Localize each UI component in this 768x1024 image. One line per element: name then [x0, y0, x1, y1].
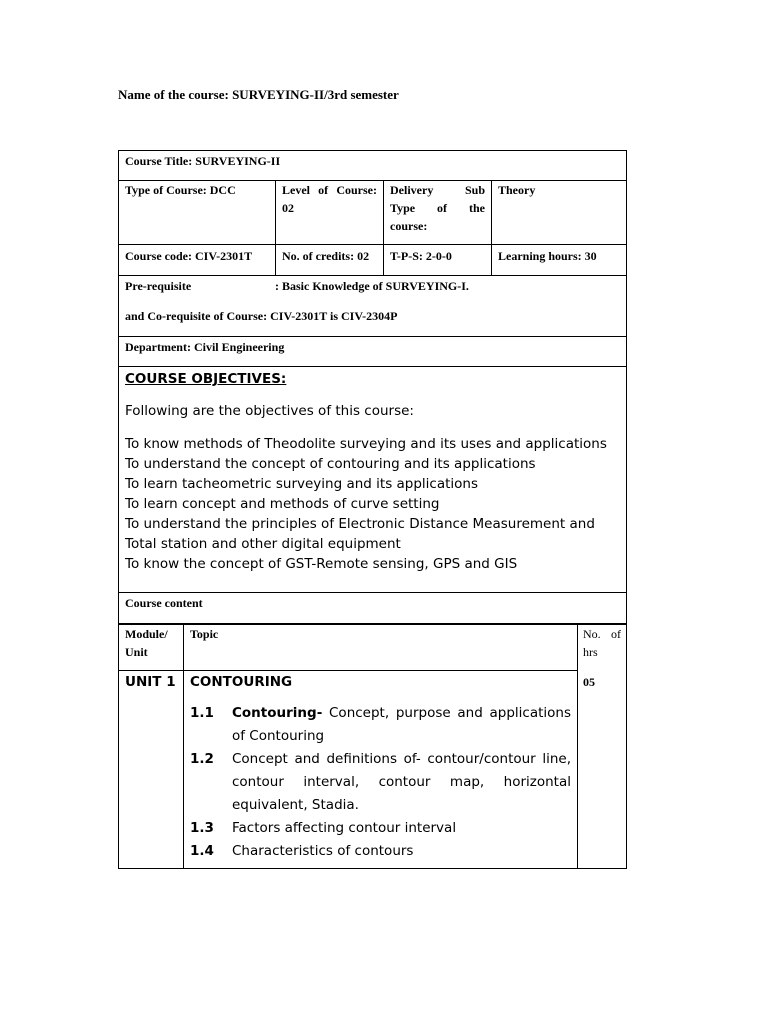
- level-of-course-cell: [276, 181, 384, 245]
- tps-cell: [384, 245, 492, 276]
- subtopic-item: [184, 817, 577, 840]
- course-objectives-cell: [119, 367, 627, 593]
- subtopic-text: Concept and definitions of- contour/contour line, contour interval, contour map, horizontal equivalent, Stadia.: [232, 751, 571, 813]
- prerequisite-label: Pre-requisite: [125, 279, 192, 293]
- subtopic-number: 1.1: [190, 705, 214, 721]
- subtopic-bold: Contouring-: [232, 705, 323, 721]
- objective-item: To understand the concept of contouring and its applications: [125, 456, 536, 472]
- prerequisite-cell: [119, 276, 627, 337]
- objectives-list: [125, 434, 620, 574]
- tps: T-P-S: 2-0-0: [390, 249, 452, 263]
- corequisite: and Co-requisite of Course: CIV-2301T is CIV-2304P: [125, 309, 398, 323]
- objective-item: To know the concept of GST-Remote sensing, GPS and GIS: [125, 556, 518, 572]
- subtopic-number: 1.2: [190, 751, 214, 767]
- prerequisite-value: : Basic Knowledge of SURVEYING-I.: [275, 279, 469, 293]
- module-table: [118, 624, 627, 869]
- type-of-course: Type of Course: DCC: [125, 183, 236, 197]
- unit-hours: 05: [583, 675, 595, 689]
- subtopic-number: 1.4: [190, 843, 214, 859]
- header-topic: Topic: [190, 627, 219, 641]
- course-title: Course Title: SURVEYING-II: [125, 154, 281, 168]
- course-info-table: [118, 150, 627, 624]
- department: Department: Civil Engineering: [125, 340, 285, 354]
- course-code: Course code: CIV-2301T: [125, 249, 253, 263]
- delivery-line-3: course:: [390, 219, 428, 233]
- course-title-cell: [119, 151, 627, 181]
- course-objectives-heading: COURSE OBJECTIVES:: [125, 371, 287, 387]
- objective-item: To know methods of Theodolite surveying and its uses and applications: [125, 436, 607, 452]
- level-of-course-label: Level of Course:: [282, 183, 377, 197]
- objective-item: To learn tacheometric surveying and its applications: [125, 476, 479, 492]
- subtopic-text: Factors affecting contour interval: [232, 820, 457, 836]
- header-module-line-2: Unit: [125, 645, 148, 659]
- credits-cell: [276, 245, 384, 276]
- delivery-line-1: Delivery Sub: [390, 183, 485, 197]
- learning-hours-cell: [492, 245, 627, 276]
- objective-item: To understand the principles of Electronic Distance Measurement and: [125, 516, 595, 532]
- subtopic-text: Concept, purpose and applications of Contouring: [232, 705, 571, 744]
- subtopic-item: [184, 748, 577, 817]
- header-hrs-line-1: No. of: [583, 627, 621, 641]
- delivery-value: Theory: [498, 183, 536, 197]
- credits: No. of credits: 02: [282, 249, 370, 263]
- subtopic-item: [184, 840, 577, 863]
- document-title: Name of the course: SURVEYING-II/3rd semester: [118, 87, 399, 102]
- subtopics-list: [184, 702, 577, 863]
- subtopic-number: 1.3: [190, 820, 214, 836]
- objective-item: Total station and other digital equipment: [125, 536, 401, 552]
- header-module-line-1: Module/: [125, 627, 168, 641]
- course-code-cell: [119, 245, 276, 276]
- delivery-line-2: Type of the: [390, 201, 485, 215]
- header-hrs-line-2: hrs: [583, 645, 598, 659]
- header-topic-cell: [184, 625, 578, 671]
- delivery-cell: [384, 181, 492, 245]
- unit-label: UNIT 1: [125, 674, 176, 690]
- objectives-intro: Following are the objectives of this course:: [125, 403, 414, 419]
- unit-topics-cell: [184, 671, 578, 869]
- unit-title: CONTOURING: [190, 674, 293, 690]
- course-content-cell: [119, 593, 627, 624]
- delivery-value-cell: [492, 181, 627, 245]
- subtopic-text: Characteristics of contours: [232, 843, 414, 859]
- type-of-course-cell: [119, 181, 276, 245]
- level-of-course-value: 02: [282, 201, 294, 215]
- learning-hours: Learning hours: 30: [498, 249, 597, 263]
- hours-cell: [578, 625, 627, 869]
- header-module-cell: [119, 625, 184, 671]
- course-content-label: Course content: [125, 596, 203, 610]
- objective-item: To learn concept and methods of curve setting: [125, 496, 440, 512]
- unit-label-cell: [119, 671, 184, 869]
- subtopic-item: [184, 702, 577, 748]
- department-cell: [119, 337, 627, 367]
